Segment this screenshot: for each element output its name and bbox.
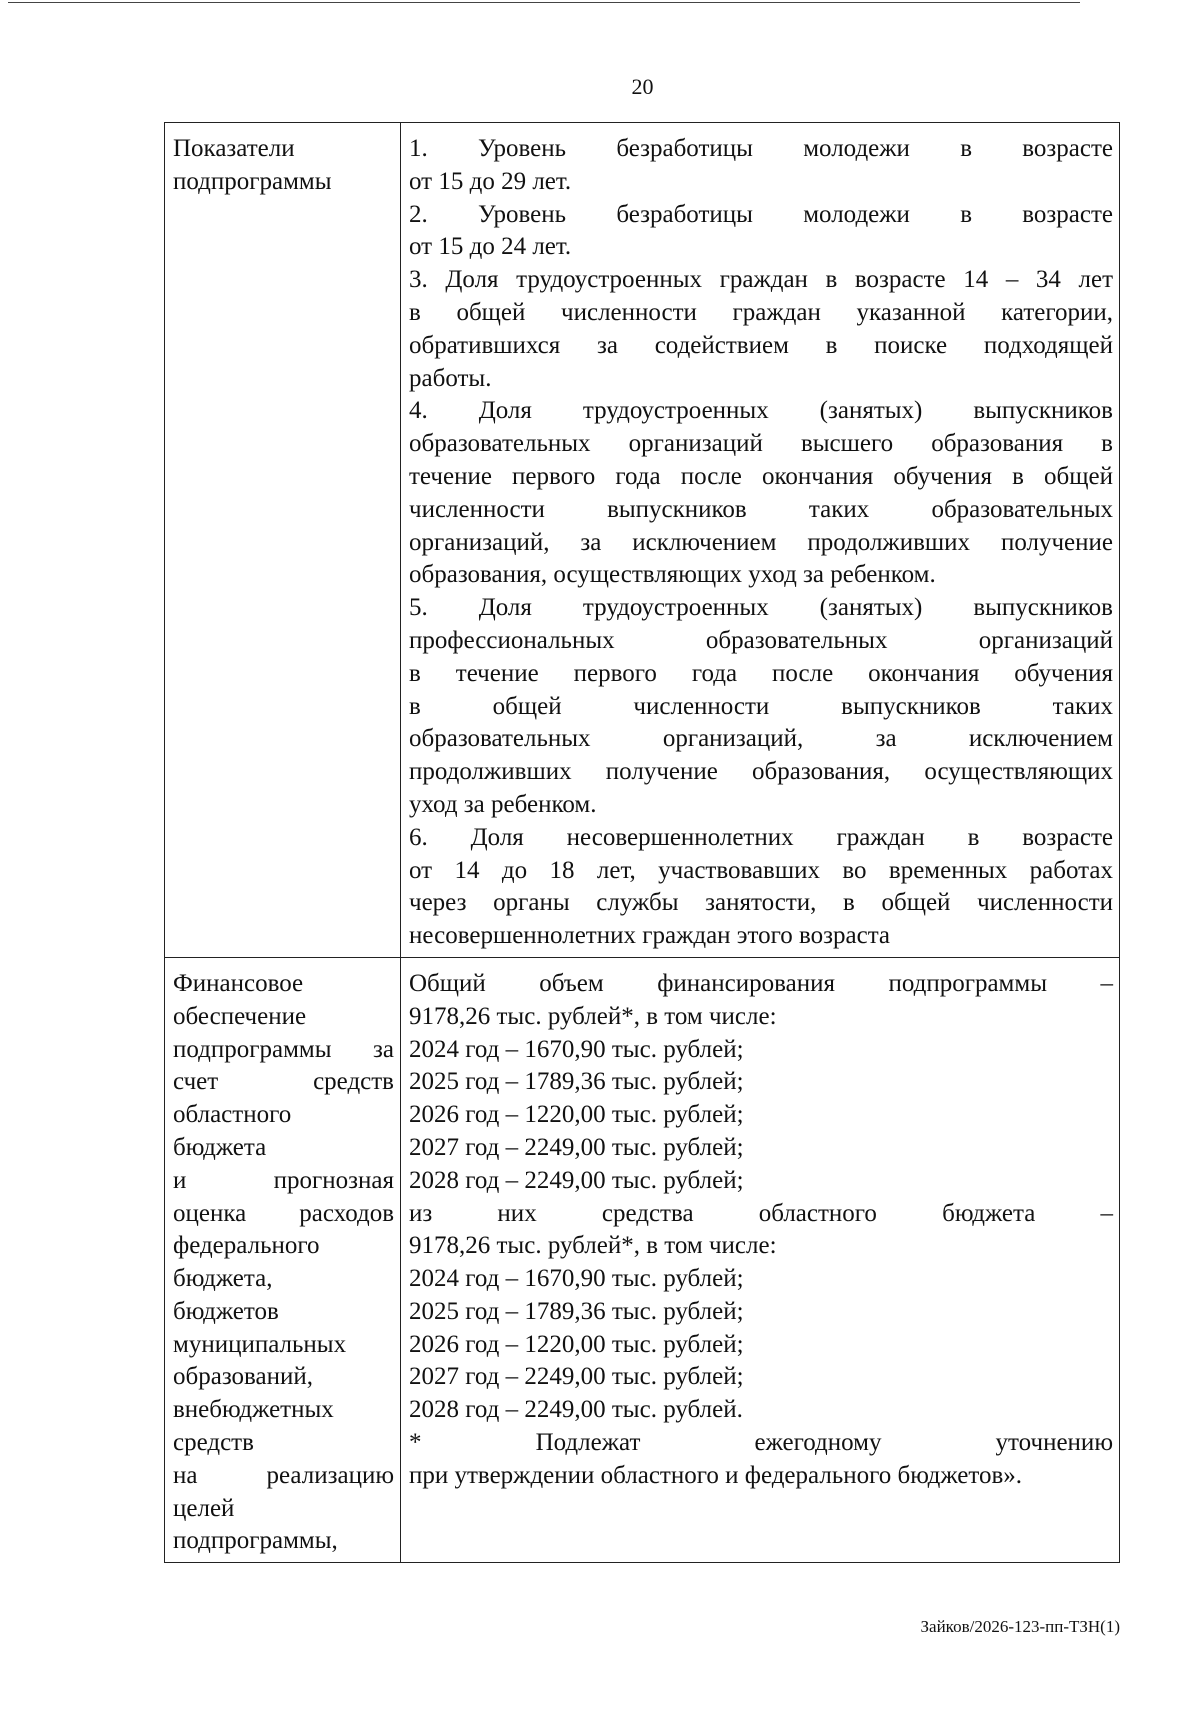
indicator-line: 3. Доля трудоустроенных граждан в возрасте 14 – 34 лет [409,266,1113,294]
indicator-line: 4. Доля трудоустроенных (занятых) выпускников [409,397,1113,425]
indicator-line: 2. Уровень безработицы молодежи в возрасте [409,200,1113,228]
indicator-line: несовершеннолетних граждан этого возраста [409,922,891,950]
subprogram-passport-table [164,122,1120,1563]
indicator-line: от 14 до 18 лет, участвовавших во временных работах [409,856,1113,884]
indicator-item [409,822,1113,953]
financing-label-line: федерального [173,1232,320,1260]
financing-line: 9178,26 тыс. рублей*, в том числе: [409,1002,777,1030]
financing-line: из них средства областного бюджета – [409,1199,1113,1227]
indicator-line: 6. Доля несовершеннолетних граждан в возрасте [409,823,1113,851]
financing-line: 9178,26 тыс. рублей*, в том числе: [409,1232,777,1260]
financing-label-line: счет средств [173,1068,394,1096]
page-number: 20 [631,74,654,99]
indicator-line: обратившихся за содействием в поиске подходящей [409,331,1113,359]
indicator-line: от 15 до 29 лет. [409,167,572,195]
table-row [165,123,1120,958]
indicator-line: образовательных организаций, за исключением [409,725,1113,753]
indicators-label-line: подпрограммы [173,167,332,195]
indicator-item [409,133,1113,199]
financing-label-line: областного [173,1101,292,1129]
financing-line: 2027 год – 2249,00 тыс. рублей; [409,1133,744,1161]
financing-label-line: бюджета, [173,1265,273,1293]
indicator-line: профессиональных образовательных организаций [409,626,1113,654]
financing-label-line: образований, [173,1363,314,1391]
indicator-line: в общей численности граждан указанной категории, [409,298,1113,326]
financing-line: 2025 год – 1789,36 тыс. рублей; [409,1297,744,1325]
indicator-line: образовательных организаций высшего образования в [409,430,1113,458]
row-content-indicators [401,123,1120,958]
indicator-item [409,264,1113,395]
indicator-line: от 15 до 24 лет. [409,233,572,261]
financing-label-line: муниципальных [173,1330,347,1358]
financing-label-line: бюджета [173,1133,267,1161]
indicator-line: 5. Доля трудоустроенных (занятых) выпускников [409,594,1113,622]
financing-label-line: оценка расходов [173,1199,394,1227]
indicator-item [409,592,1113,822]
financing-line: * Подлежат ежегодному уточнению [409,1429,1113,1457]
financing-line: 2026 год – 1220,00 тыс. рублей; [409,1330,744,1358]
indicator-line: уход за ребенком. [409,790,597,818]
financing-label-line: подпрограммы за [173,1035,394,1063]
financing-label-line: обеспечение [173,1002,307,1030]
financing-line: при утверждении областного и федерального бюджетов». [409,1461,1023,1489]
financing-label-line: внебюджетных [173,1396,334,1424]
financing-label-line: Финансовое [173,969,304,997]
indicator-line: образования, осуществляющих уход за ребенком. [409,561,936,589]
financing-line: 2028 год – 2249,00 тыс. рублей; [409,1166,744,1194]
financing-label-line: целей [173,1494,235,1522]
indicator-line: 1. Уровень безработицы молодежи в возрасте [409,135,1113,162]
financing-line: 2025 год – 1789,36 тыс. рублей; [409,1068,744,1096]
financing-line: 2024 год – 1670,90 тыс. рублей; [409,1035,744,1063]
indicator-line: продолживших получение образования, осуществляющих [409,758,1113,786]
indicator-item [409,395,1113,592]
indicator-line: численности выпускников таких образовательных [409,495,1113,523]
row-content-financing [401,957,1120,1562]
financing-label-line: средств [173,1429,254,1457]
indicator-line: течение первого года после окончания обучения в общей [409,462,1113,490]
top-rule [8,2,1080,3]
indicator-line: через органы службы занятости, в общей численности [409,889,1113,917]
indicator-item [409,199,1113,265]
row-label-indicators [165,123,401,958]
indicator-line: в общей численности выпускников таких [409,692,1113,720]
financing-label-line: на реализацию [173,1461,394,1489]
indicators-label-line: Показатели [173,135,295,162]
financing-line: Общий объем финансирования подпрограммы – [409,969,1113,997]
indicator-line: организаций, за исключением продолживших получение [409,528,1113,556]
financing-label-line: подпрограммы, [173,1527,338,1555]
row-label-financing [165,957,401,1562]
document-code-footer: Зайков/2026-123-пп-ТЗН(1) [920,1617,1120,1636]
financing-line: 2026 год – 1220,00 тыс. рублей; [409,1101,744,1129]
financing-label-line: и прогнозная [173,1166,394,1194]
indicator-line: работы. [409,364,492,392]
financing-line: 2024 год – 1670,90 тыс. рублей; [409,1265,744,1293]
table-row [165,957,1120,1562]
indicator-line: в течение первого года после окончания обучения [409,659,1113,687]
financing-line: 2028 год – 2249,00 тыс. рублей. [409,1396,743,1424]
financing-label-line: бюджетов [173,1297,279,1325]
financing-line: 2027 год – 2249,00 тыс. рублей; [409,1363,744,1391]
